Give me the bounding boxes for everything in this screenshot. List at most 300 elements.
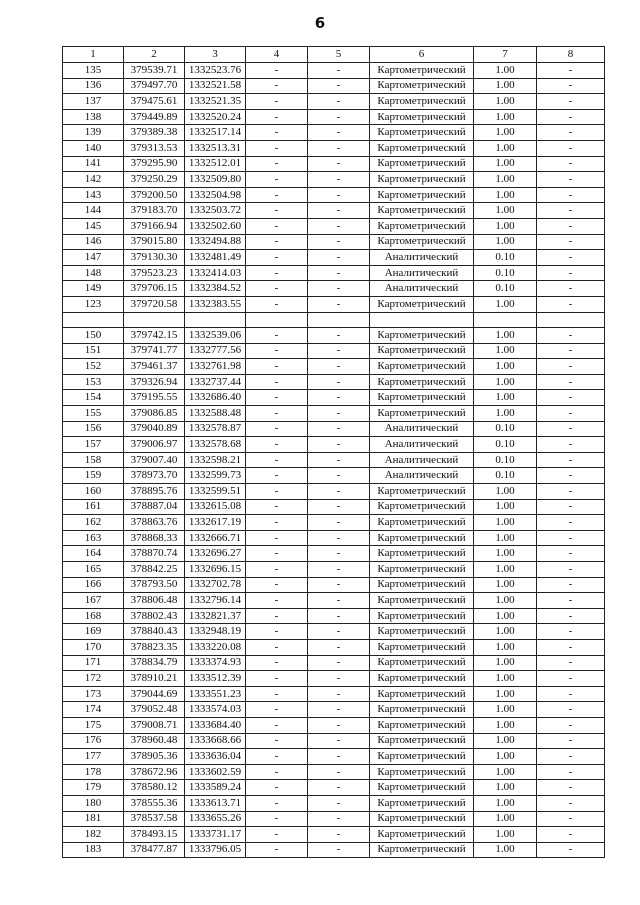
col5-cell: - [308,780,370,796]
point-number-cell: 182 [63,827,124,843]
method-cell: Картометрический [370,546,474,562]
col5-cell: - [308,546,370,562]
col5-cell: - [308,172,370,188]
col4-cell: - [246,795,308,811]
method-cell: Картометрический [370,749,474,765]
point-number-cell: 151 [63,343,124,359]
table-row [63,203,605,219]
col8-cell: - [537,218,605,234]
point-number-cell: 145 [63,218,124,234]
header-cell: 5 [308,47,370,63]
x-coordinate-cell: 379475.61 [124,94,185,110]
point-number-cell: 158 [63,452,124,468]
method-cell: Картометрический [370,671,474,687]
col5-cell: - [308,125,370,141]
point-number-cell: 149 [63,281,124,297]
col5-cell: - [308,608,370,624]
y-coordinate-cell: 1332481.49 [185,250,246,266]
y-coordinate-cell: 1333613.71 [185,795,246,811]
y-coordinate-cell: 1332578.87 [185,421,246,437]
method-cell: Картометрический [370,562,474,578]
accuracy-cell: 1.00 [474,562,537,578]
col8-cell: - [537,468,605,484]
table-row [63,577,605,593]
point-number-cell: 140 [63,140,124,156]
table-row [63,515,605,531]
x-coordinate-cell: 378910.21 [124,671,185,687]
point-number-cell: 123 [63,296,124,312]
point-number-cell: 178 [63,764,124,780]
col4-cell: - [246,187,308,203]
accuracy-cell: 1.00 [474,234,537,250]
method-cell: Картометрический [370,156,474,172]
col5-cell: - [308,530,370,546]
x-coordinate-cell: 378477.87 [124,842,185,858]
x-coordinate-cell: 379497.70 [124,78,185,94]
col4-cell: - [246,374,308,390]
table-row [63,250,605,266]
col4-cell: - [246,593,308,609]
accuracy-cell: 1.00 [474,624,537,640]
col4-cell: - [246,250,308,266]
col8-cell: - [537,717,605,733]
method-cell: Аналитический [370,265,474,281]
accuracy-cell: 1.00 [474,499,537,515]
accuracy-cell: 1.00 [474,125,537,141]
accuracy-cell: 0.10 [474,437,537,453]
accuracy-cell: 0.10 [474,250,537,266]
y-coordinate-cell: 1333220.08 [185,639,246,655]
col5-cell: - [308,437,370,453]
y-coordinate-cell: 1332588.48 [185,406,246,422]
y-coordinate-cell: 1332948.19 [185,624,246,640]
y-coordinate-cell: 1332503.72 [185,203,246,219]
accuracy-cell: 1.00 [474,343,537,359]
accuracy-cell: 1.00 [474,328,537,344]
col5-cell: - [308,733,370,749]
accuracy-cell: 1.00 [474,218,537,234]
y-coordinate-cell: 1333655.26 [185,811,246,827]
col4-cell: - [246,328,308,344]
table-row [63,437,605,453]
x-coordinate-cell: 378793.50 [124,577,185,593]
table-row [63,343,605,359]
x-coordinate-cell: 378537.58 [124,811,185,827]
col5-cell: - [308,63,370,79]
method-cell: Картометрический [370,624,474,640]
col4-cell: - [246,390,308,406]
table-row [63,499,605,515]
page-number: 6 [314,14,326,32]
col8-cell: - [537,811,605,827]
col4-cell: - [246,827,308,843]
method-cell: Картометрический [370,359,474,375]
y-coordinate-cell: 1332777.56 [185,343,246,359]
x-coordinate-cell: 378842.25 [124,562,185,578]
col5-cell: - [308,452,370,468]
col8-cell: - [537,452,605,468]
empty-cell [63,312,124,328]
col8-cell: - [537,406,605,422]
method-cell: Картометрический [370,172,474,188]
x-coordinate-cell: 378840.43 [124,624,185,640]
col4-cell: - [246,406,308,422]
point-number-cell: 157 [63,437,124,453]
point-number-cell: 143 [63,187,124,203]
x-coordinate-cell: 379052.48 [124,702,185,718]
point-number-cell: 138 [63,109,124,125]
table-row [63,374,605,390]
x-coordinate-cell: 378870.74 [124,546,185,562]
x-coordinate-cell: 378823.35 [124,639,185,655]
accuracy-cell: 1.00 [474,749,537,765]
point-number-cell: 153 [63,374,124,390]
point-number-cell: 174 [63,702,124,718]
col8-cell: - [537,577,605,593]
y-coordinate-cell: 1332494.88 [185,234,246,250]
accuracy-cell: 0.10 [474,281,537,297]
table-row [63,78,605,94]
accuracy-cell: 1.00 [474,671,537,687]
method-cell: Картометрический [370,733,474,749]
col8-cell: - [537,795,605,811]
y-coordinate-cell: 1332504.98 [185,187,246,203]
accuracy-cell: 1.00 [474,374,537,390]
y-coordinate-cell: 1332383.55 [185,296,246,312]
accuracy-cell: 1.00 [474,63,537,79]
col8-cell: - [537,702,605,718]
point-number-cell: 179 [63,780,124,796]
table-row [63,764,605,780]
method-cell: Картометрический [370,234,474,250]
x-coordinate-cell: 378806.48 [124,593,185,609]
col5-cell: - [308,671,370,687]
empty-cell [370,312,474,328]
x-coordinate-cell: 378863.76 [124,515,185,531]
accuracy-cell: 1.00 [474,811,537,827]
col8-cell: - [537,203,605,219]
x-coordinate-cell: 378834.79 [124,655,185,671]
accuracy-cell: 1.00 [474,78,537,94]
col4-cell: - [246,764,308,780]
x-coordinate-cell: 379706.15 [124,281,185,297]
accuracy-cell: 0.10 [474,421,537,437]
method-cell: Картометрический [370,655,474,671]
col4-cell: - [246,842,308,858]
point-number-cell: 142 [63,172,124,188]
col4-cell: - [246,811,308,827]
point-number-cell: 156 [63,421,124,437]
method-cell: Картометрический [370,577,474,593]
method-cell: Картометрический [370,94,474,110]
accuracy-cell: 0.10 [474,265,537,281]
col5-cell: - [308,795,370,811]
col8-cell: - [537,125,605,141]
table-row [63,328,605,344]
y-coordinate-cell: 1332737.44 [185,374,246,390]
col4-cell: - [246,624,308,640]
accuracy-cell: 1.00 [474,530,537,546]
col4-cell: - [246,671,308,687]
empty-cell [537,312,605,328]
y-coordinate-cell: 1333551.23 [185,686,246,702]
accuracy-cell: 1.00 [474,702,537,718]
col4-cell: - [246,499,308,515]
header-cell: 4 [246,47,308,63]
y-coordinate-cell: 1332502.60 [185,218,246,234]
method-cell: Картометрический [370,780,474,796]
point-number-cell: 183 [63,842,124,858]
col4-cell: - [246,343,308,359]
method-cell: Картометрический [370,811,474,827]
col8-cell: - [537,624,605,640]
table-row [63,608,605,624]
header-cell: 7 [474,47,537,63]
method-cell: Картометрический [370,218,474,234]
accuracy-cell: 1.00 [474,795,537,811]
y-coordinate-cell: 1333668.66 [185,733,246,749]
col5-cell: - [308,140,370,156]
accuracy-cell: 1.00 [474,140,537,156]
y-coordinate-cell: 1333374.93 [185,655,246,671]
col4-cell: - [246,468,308,484]
col4-cell: - [246,577,308,593]
method-cell: Аналитический [370,437,474,453]
empty-cell [308,312,370,328]
accuracy-cell: 1.00 [474,390,537,406]
col5-cell: - [308,562,370,578]
col4-cell: - [246,515,308,531]
col8-cell: - [537,140,605,156]
col5-cell: - [308,296,370,312]
point-number-cell: 177 [63,749,124,765]
table-row [63,63,605,79]
col4-cell: - [246,156,308,172]
point-number-cell: 168 [63,608,124,624]
col4-cell: - [246,78,308,94]
x-coordinate-cell: 378960.48 [124,733,185,749]
y-coordinate-cell: 1332686.40 [185,390,246,406]
point-number-cell: 135 [63,63,124,79]
col8-cell: - [537,281,605,297]
table-row [63,172,605,188]
point-number-cell: 172 [63,671,124,687]
point-number-cell: 137 [63,94,124,110]
col8-cell: - [537,265,605,281]
point-number-cell: 166 [63,577,124,593]
table-row [63,359,605,375]
col5-cell: - [308,359,370,375]
point-number-cell: 170 [63,639,124,655]
table-row [63,827,605,843]
empty-cell [246,312,308,328]
x-coordinate-cell: 378802.43 [124,608,185,624]
method-cell: Картометрический [370,702,474,718]
col8-cell: - [537,499,605,515]
table-row [63,187,605,203]
table-row [63,842,605,858]
accuracy-cell: 1.00 [474,515,537,531]
x-coordinate-cell: 378672.96 [124,764,185,780]
point-number-cell: 146 [63,234,124,250]
table-row [63,484,605,500]
x-coordinate-cell: 379195.55 [124,390,185,406]
col5-cell: - [308,406,370,422]
col5-cell: - [308,78,370,94]
y-coordinate-cell: 1332578.68 [185,437,246,453]
col8-cell: - [537,343,605,359]
accuracy-cell: 1.00 [474,764,537,780]
y-coordinate-cell: 1332521.58 [185,78,246,94]
y-coordinate-cell: 1332521.35 [185,94,246,110]
table-row [63,125,605,141]
col5-cell: - [308,499,370,515]
col5-cell: - [308,421,370,437]
x-coordinate-cell: 379040.89 [124,421,185,437]
col5-cell: - [308,343,370,359]
method-cell: Картометрический [370,390,474,406]
y-coordinate-cell: 1332599.73 [185,468,246,484]
table-block-2 [63,328,605,858]
col4-cell: - [246,655,308,671]
accuracy-cell: 1.00 [474,733,537,749]
table-row [63,811,605,827]
col4-cell: - [246,234,308,250]
y-coordinate-cell: 1333636.04 [185,749,246,765]
accuracy-cell: 1.00 [474,593,537,609]
col8-cell: - [537,421,605,437]
accuracy-cell: 1.00 [474,686,537,702]
table-header-row [63,47,605,63]
table-row [63,655,605,671]
col4-cell: - [246,172,308,188]
col5-cell: - [308,250,370,266]
x-coordinate-cell: 379008.71 [124,717,185,733]
col5-cell: - [308,218,370,234]
y-coordinate-cell: 1332696.15 [185,562,246,578]
x-coordinate-cell: 379742.15 [124,328,185,344]
col5-cell: - [308,281,370,297]
col8-cell: - [537,546,605,562]
table-row [63,468,605,484]
col8-cell: - [537,296,605,312]
y-coordinate-cell: 1332821.37 [185,608,246,624]
y-coordinate-cell: 1332513.31 [185,140,246,156]
point-number-cell: 150 [63,328,124,344]
method-cell: Картометрический [370,499,474,515]
y-coordinate-cell: 1332523.76 [185,63,246,79]
accuracy-cell: 1.00 [474,484,537,500]
method-cell: Аналитический [370,421,474,437]
method-cell: Картометрический [370,374,474,390]
col8-cell: - [537,374,605,390]
table-row [63,749,605,765]
col8-cell: - [537,390,605,406]
table-row [63,452,605,468]
col4-cell: - [246,639,308,655]
header-cell: 6 [370,47,474,63]
point-number-cell: 148 [63,265,124,281]
col5-cell: - [308,109,370,125]
table-row [63,702,605,718]
col4-cell: - [246,437,308,453]
y-coordinate-cell: 1333684.40 [185,717,246,733]
empty-cell [124,312,185,328]
col5-cell: - [308,577,370,593]
method-cell: Картометрический [370,686,474,702]
method-cell: Картометрический [370,593,474,609]
accuracy-cell: 1.00 [474,156,537,172]
empty-cell [474,312,537,328]
y-coordinate-cell: 1332761.98 [185,359,246,375]
y-coordinate-cell: 1333796.05 [185,842,246,858]
method-cell: Картометрический [370,343,474,359]
x-coordinate-cell: 379389.38 [124,125,185,141]
table-row [63,296,605,312]
col5-cell: - [308,94,370,110]
x-coordinate-cell: 379086.85 [124,406,185,422]
col8-cell: - [537,827,605,843]
table-row [63,780,605,796]
x-coordinate-cell: 379200.50 [124,187,185,203]
table-row [63,109,605,125]
x-coordinate-cell: 379130.30 [124,250,185,266]
method-cell: Картометрический [370,639,474,655]
col4-cell: - [246,530,308,546]
point-number-cell: 163 [63,530,124,546]
y-coordinate-cell: 1332414.03 [185,265,246,281]
col5-cell: - [308,842,370,858]
point-number-cell: 160 [63,484,124,500]
col4-cell: - [246,63,308,79]
x-coordinate-cell: 379183.70 [124,203,185,219]
col8-cell: - [537,172,605,188]
col4-cell: - [246,421,308,437]
col5-cell: - [308,468,370,484]
method-cell: Картометрический [370,530,474,546]
table-row [63,624,605,640]
method-cell: Картометрический [370,608,474,624]
table-row [63,733,605,749]
x-coordinate-cell: 379461.37 [124,359,185,375]
x-coordinate-cell: 378555.36 [124,795,185,811]
y-coordinate-cell: 1332666.71 [185,530,246,546]
col4-cell: - [246,608,308,624]
method-cell: Аналитический [370,250,474,266]
col8-cell: - [537,63,605,79]
header-cell: 3 [185,47,246,63]
col5-cell: - [308,717,370,733]
method-cell: Картометрический [370,140,474,156]
accuracy-cell: 1.00 [474,203,537,219]
x-coordinate-cell: 379326.94 [124,374,185,390]
col8-cell: - [537,671,605,687]
col4-cell: - [246,94,308,110]
x-coordinate-cell: 379015.80 [124,234,185,250]
method-cell: Картометрический [370,515,474,531]
x-coordinate-cell: 379007.40 [124,452,185,468]
y-coordinate-cell: 1332696.27 [185,546,246,562]
table-row [63,546,605,562]
y-coordinate-cell: 1332539.06 [185,328,246,344]
method-cell: Картометрический [370,328,474,344]
method-cell: Картометрический [370,484,474,500]
x-coordinate-cell: 378973.70 [124,468,185,484]
col8-cell: - [537,437,605,453]
point-number-cell: 136 [63,78,124,94]
point-number-cell: 144 [63,203,124,219]
col5-cell: - [308,593,370,609]
